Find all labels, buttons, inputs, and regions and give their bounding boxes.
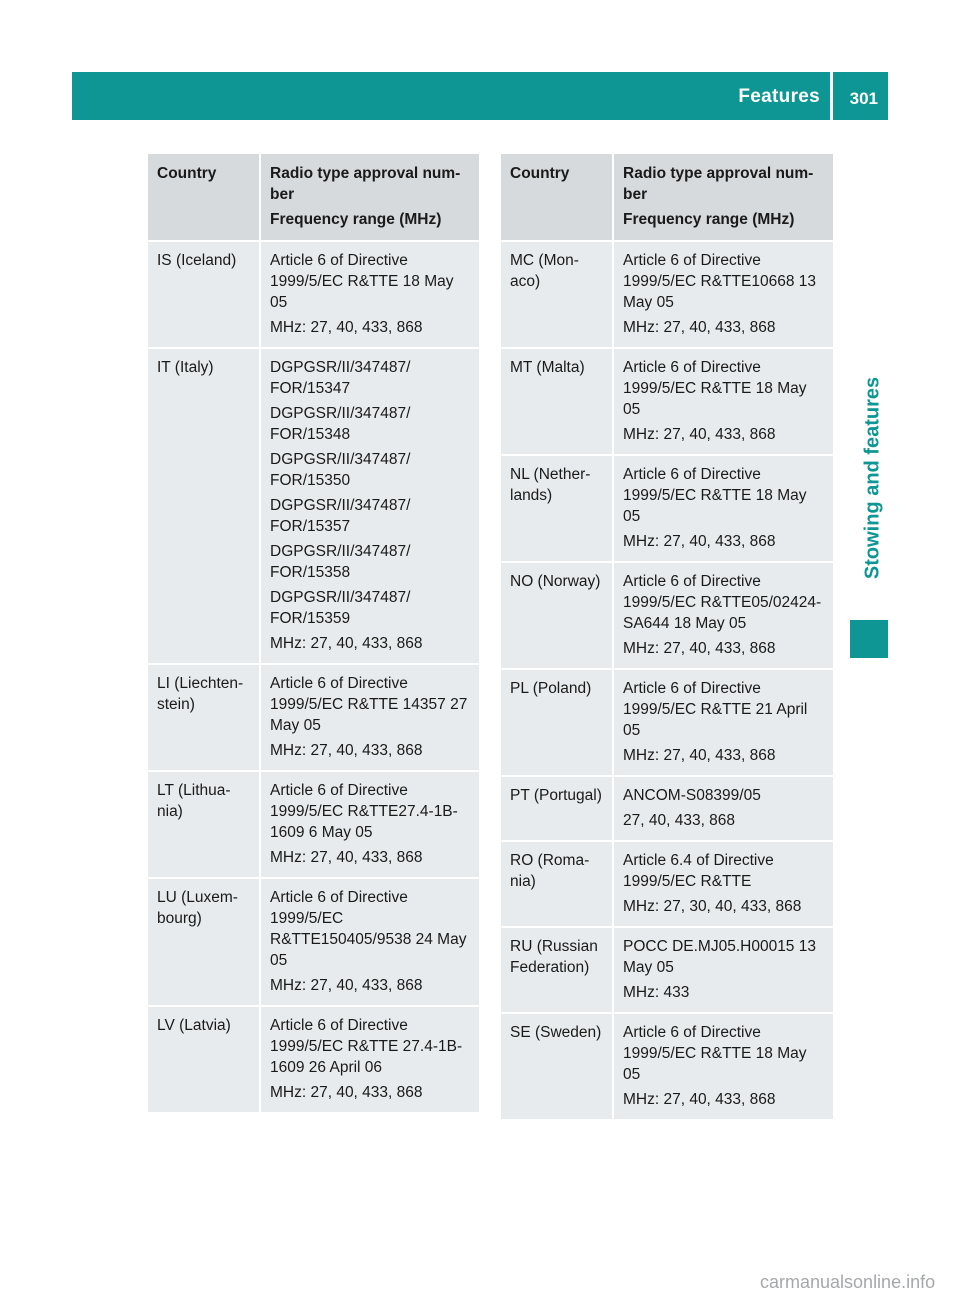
country-cell [501, 669, 613, 776]
country-name: LV (Latvia) [157, 1017, 231, 1034]
approval-number: DGPGSR/II/347487/ FOR/15347 [270, 359, 411, 397]
header-divider [830, 72, 833, 120]
approval-cell [613, 1013, 833, 1120]
approval-number: Article 6 of Directive 1999/5/EC R&TTE 18 May 05 [270, 252, 454, 311]
table-row [148, 1006, 479, 1113]
frequency-range: MHz: 27, 40, 433, 868 [623, 533, 776, 550]
header-approval-line1: Radio type approval num- [623, 165, 814, 182]
approval-number: Article 6 of Directive 1999/5/EC R&TTE 14357 27 May 05 [270, 675, 468, 734]
country-name: RU (Russian [510, 938, 598, 955]
approval-number: Article 6 of Directive 1999/5/EC R&TTE 18 May 05 [623, 1024, 807, 1083]
frequency-range: MHz: 27, 40, 433, 868 [623, 1091, 776, 1108]
country-cell [501, 776, 613, 841]
country-name: PT (Portugal) [510, 787, 602, 804]
approval-table-left [148, 154, 479, 1114]
frequency-range: MHz: 27, 40, 433, 868 [623, 319, 776, 336]
frequency-range: MHz: 433 [623, 984, 690, 1001]
approval-table-right [501, 154, 833, 1121]
approval-number: DGPGSR/II/347487/ FOR/15359 [270, 589, 411, 627]
table-row [501, 241, 833, 348]
country-name: aco) [510, 273, 541, 290]
table-row [501, 841, 833, 927]
approval-cell [613, 241, 833, 348]
country-name: stein) [157, 696, 195, 713]
country-cell [148, 771, 260, 878]
frequency-range: MHz: 27, 40, 433, 868 [270, 635, 423, 652]
table-header-row [148, 154, 479, 241]
frequency-range: 27, 40, 433, 868 [623, 812, 736, 829]
approval-number: Article 6 of Directive 1999/5/EC R&TTE 21 April 05 [623, 680, 808, 739]
header-country: Country [148, 154, 260, 241]
header-approval-line2: ber [270, 186, 295, 203]
country-name: SE (Sweden) [510, 1024, 602, 1041]
approval-cell [613, 927, 833, 1013]
country-name: IS (Iceland) [157, 252, 237, 269]
approval-cell [260, 1006, 479, 1113]
frequency-range: MHz: 27, 40, 433, 868 [270, 319, 423, 336]
country-name: lands) [510, 487, 553, 504]
header-approval-line2: ber [623, 186, 648, 203]
section-title: Features [738, 86, 820, 107]
approval-cell [613, 455, 833, 562]
country-name: NO (Norway) [510, 573, 601, 590]
country-name: bourg) [157, 910, 202, 927]
approval-number: Article 6 of Directive 1999/5/EC R&TTE27.4-1B-1609 6 May 05 [270, 782, 458, 841]
approval-cell [260, 241, 479, 348]
country-cell [148, 241, 260, 348]
approval-number: POCC DE.MJ05.H00015 13 May 05 [623, 938, 816, 976]
header-country: Country [501, 154, 613, 241]
approval-cell [260, 771, 479, 878]
country-name: LI (Liechten- [157, 675, 244, 692]
table-row [501, 776, 833, 841]
country-cell [148, 1006, 260, 1113]
page-header-bar [72, 72, 888, 120]
table-row [148, 771, 479, 878]
table-row [501, 562, 833, 669]
approval-number: Article 6 of Directive 1999/5/EC R&TTE05/02424-SA644 18 May 05 [623, 573, 822, 632]
frequency-range: MHz: 27, 30, 40, 433, 868 [623, 898, 802, 915]
approval-number: Article 6 of Directive 1999/5/EC R&TTE10668 13 May 05 [623, 252, 817, 311]
header-approval-line1: Radio type approval num- [270, 165, 461, 182]
country-cell [148, 664, 260, 771]
country-cell [501, 348, 613, 455]
table-row [148, 664, 479, 771]
country-cell [501, 455, 613, 562]
country-cell [501, 241, 613, 348]
approval-number: Article 6 of Directive 1999/5/EC R&TTE 27.4-1B-1609 26 April 06 [270, 1017, 463, 1076]
country-name: MC (Mon- [510, 252, 579, 269]
approval-number: DGPGSR/II/347487/ FOR/15358 [270, 543, 411, 581]
table-row [501, 455, 833, 562]
watermark-text: carmanualsonline.info [760, 1272, 936, 1292]
country-name: MT (Malta) [510, 359, 585, 376]
header-frequency: Frequency range (MHz) [623, 211, 795, 228]
table-body-right [501, 241, 833, 1120]
approval-number: Article 6 of Directive 1999/5/EC R&TTE150405/9538 24 May 05 [270, 889, 467, 969]
table-row [148, 241, 479, 348]
frequency-range: MHz: 27, 40, 433, 868 [623, 426, 776, 443]
approval-number: DGPGSR/II/347487/ FOR/15348 [270, 405, 411, 443]
table-row [501, 1013, 833, 1120]
table-header-row [501, 154, 833, 241]
table-row [148, 348, 479, 664]
country-name: RO (Roma- [510, 852, 590, 869]
table-row [501, 669, 833, 776]
frequency-range: MHz: 27, 40, 433, 868 [623, 747, 776, 764]
table-row [148, 878, 479, 1006]
approval-number: Article 6 of Directive 1999/5/EC R&TTE 18 May 05 [623, 359, 807, 418]
country-name: IT (Italy) [157, 359, 214, 376]
approval-cell [260, 878, 479, 1006]
country-name: nia) [510, 873, 536, 890]
approval-cell [260, 664, 479, 771]
country-cell [148, 348, 260, 664]
approval-cell [613, 562, 833, 669]
approval-number: DGPGSR/II/347487/ FOR/15357 [270, 497, 411, 535]
approval-cell [613, 841, 833, 927]
approval-cell [260, 348, 479, 664]
side-tab-label: Stowing and features [861, 376, 884, 580]
approval-cell [613, 669, 833, 776]
country-name: Federation) [510, 959, 590, 976]
country-cell [501, 1013, 613, 1120]
frequency-range: MHz: 27, 40, 433, 868 [270, 849, 423, 866]
page-number: 301 [849, 89, 878, 108]
header-frequency: Frequency range (MHz) [270, 211, 442, 228]
approval-number: Article 6 of Directive 1999/5/EC R&TTE 18 May 05 [623, 466, 807, 525]
country-cell [148, 878, 260, 1006]
country-name: PL (Poland) [510, 680, 592, 697]
header-approval [613, 154, 833, 241]
approval-cell [613, 776, 833, 841]
side-tab-marker [850, 620, 888, 658]
country-cell [501, 927, 613, 1013]
approval-cell [613, 348, 833, 455]
frequency-range: MHz: 27, 40, 433, 868 [270, 1084, 423, 1101]
header-approval [260, 154, 479, 241]
frequency-range: MHz: 27, 40, 433, 868 [270, 977, 423, 994]
approval-number: ANCOM-S08399/05 [623, 787, 761, 804]
country-name: LT (Lithua- [157, 782, 231, 799]
frequency-range: MHz: 27, 40, 433, 868 [623, 640, 776, 657]
country-name: nia) [157, 803, 183, 820]
table-row [501, 348, 833, 455]
frequency-range: MHz: 27, 40, 433, 868 [270, 742, 423, 759]
table-row [501, 927, 833, 1013]
approval-number: DGPGSR/II/347487/ FOR/15350 [270, 451, 411, 489]
country-name: NL (Nether- [510, 466, 591, 483]
country-cell [501, 841, 613, 927]
country-cell [501, 562, 613, 669]
approval-number: Article 6.4 of Directive 1999/5/EC R&TTE [623, 852, 774, 890]
country-name: LU (Luxem- [157, 889, 238, 906]
table-body-left [148, 241, 479, 1113]
